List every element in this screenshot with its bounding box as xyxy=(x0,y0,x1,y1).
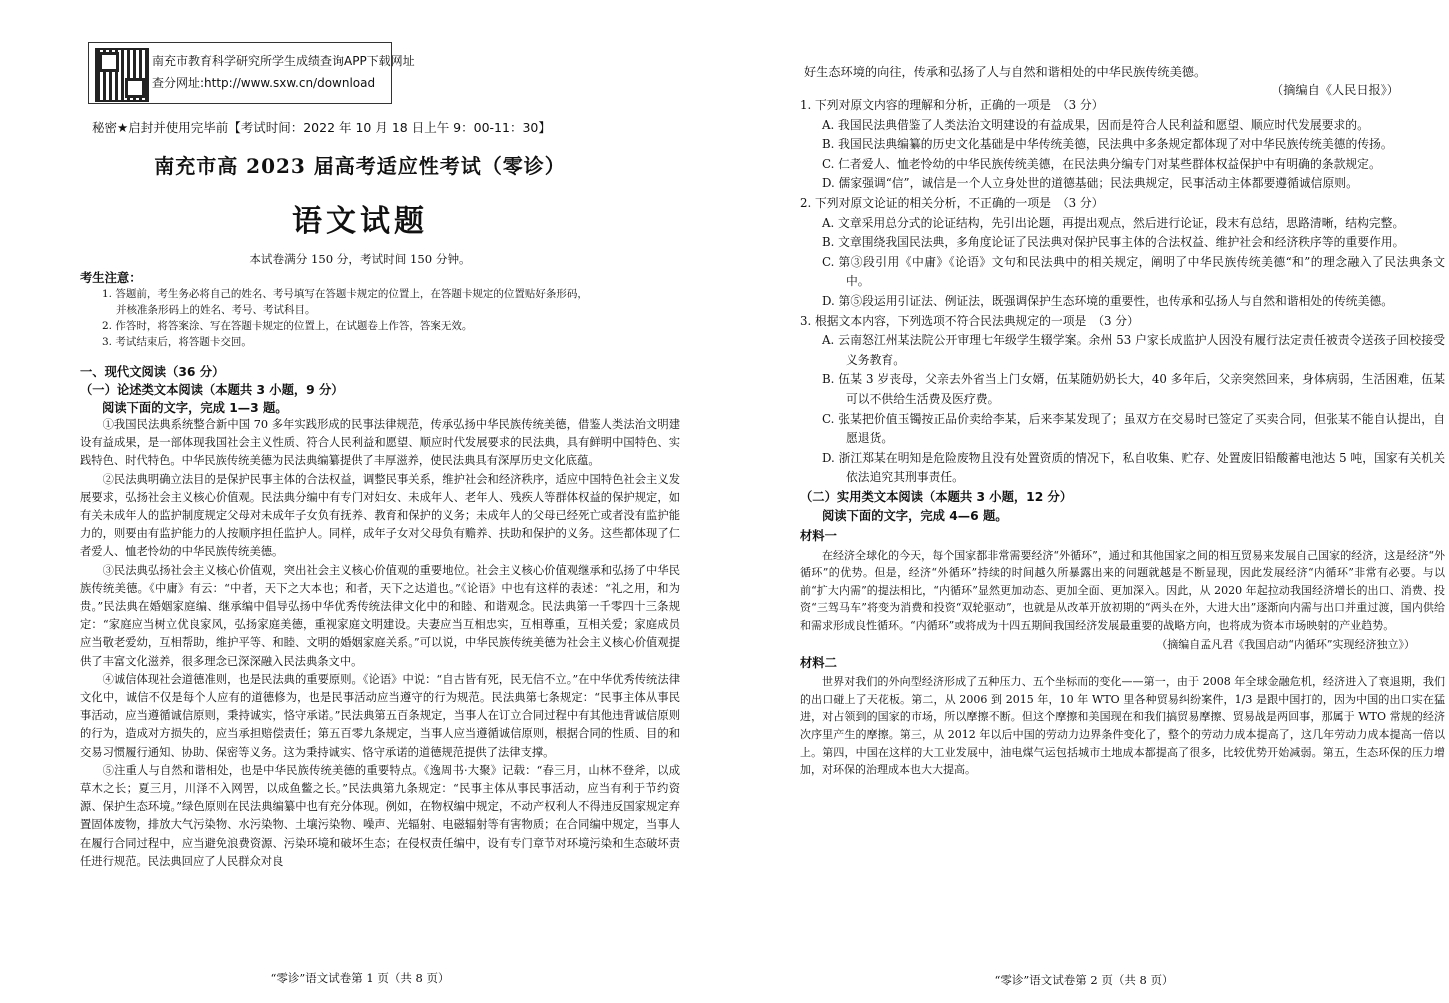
notice-block xyxy=(80,268,680,350)
material-2-text: 世界对我们的外向型经济形成了五种压力、五个坐标而的变化——第一，由于 2008 年全球金融危机，经济进入了衰退期，我们的出口碰上了天花板。第二，从 2006 到 2015 年，10 年 WTO 里各种贸易纠纷案件，1/3 是跟中国打的，因为中国的出口实在猛进，对占领到的国家的市场，所以摩擦不断。但这个摩擦和美国现在和我们搞贸易摩擦、贸易战是两回事，那属于 WTO 常规的经济次序里产生的摩擦。第三，从 2012 年以后中国的劳动力边界条件变化了，整个的劳动力成本提高了，这几年劳动力成本提高一倍以上。第四，中国在这样的大工业发展中，油电煤气运包括城市土地成本都提高了很多，比较优势开始减弱。第五，生态环保的压力增加，对环保的治理成本也大大提高。 xyxy=(800,675,1445,777)
material-1-title: 材料一 xyxy=(800,529,837,544)
read-instruction: 阅读下面的文字，完成 4—6 题。 xyxy=(822,509,1008,524)
option-d: D. 儒家强调“信”，诚信是一个人立身处世的道德基础；民法典规定，民事活动主体都要遵循诚信原则。 xyxy=(822,176,1358,191)
option-c: C. 第③段引用《中庸》《论语》文句和民法典中的相关规定，阐明了中华民族传统美德“和”的理念融入了民法典条文中。 xyxy=(822,254,1445,289)
reading-section xyxy=(80,362,680,871)
page-footer: “零诊”语文试卷第 1 页（共 8 页） xyxy=(270,971,450,985)
notice-item: 2. 作答时，将答案涂、写在答题卡规定的位置上，在试题卷上作答，答案无效。 xyxy=(102,320,473,332)
option-a: A. 文章采用总分式的论证结构，先引出论题，再提出观点，然后进行论证，段末有总结，思路清晰，结构完整。 xyxy=(822,215,1405,230)
read-instruction: 阅读下面的文字，完成 1—3 题。 xyxy=(102,401,288,415)
subsection-heading: （一）论述类文本阅读（本题共 3 小题，9 分） xyxy=(80,383,344,397)
question-3 xyxy=(800,312,1445,488)
option-b: B. 文章围绕我国民法典，多角度论证了民法典对保护民事主体的合法权益、维护社会和经济秩序等的重要作用。 xyxy=(822,235,1405,250)
left-page xyxy=(0,0,724,1003)
secret-line: 秘密★启封并使用完毕前【考试时间：2022 年 10 月 18 日上午 9：00-11：30】 xyxy=(92,120,551,135)
option-d: D. 第⑤段运用引证法、例证法，既强调保护生态环境的重要性，也传承和弘扬人与自然和谐相处的传统美德。 xyxy=(822,293,1393,308)
paragraph: ③民法典弘扬社会主义核心价值观，突出社会主义核心价值观的重要地位。社会主义核心价值观继承和弘扬了中华民族传统美德。《中庸》有云：“中者，天下之大本也；和者，天下之达道也。”《论语》中也有这样的表述：“礼之用，和为贵。”民法典在婚姻家庭编、继承编中倡导弘扬中华优秀传统法律文化中的和睦、和谐观念。民法典第一千零四十三条规定：“家庭应当树立优良家风，弘扬家庭美德，重视家庭文明建设。夫妻应当互相忠实，互相尊重，互相关爱；家庭成员应当敬老爱幼，互相帮助，维护平等、和睦、文明的婚姻家庭关系。”可以说，中华民族传统美德为社会主义核心价值观提供了丰富文化滋养，很多理念已深深融入民法典条文中。 xyxy=(80,563,680,668)
material-1-text: 在经济全球化的今天，每个国家都非常需要经济“外循环”，通过和其他国家之间的相互贸易来发展自己国家的经济，这是经济“外循环”的优势。但是，经济“外循环”持续的时间越久所暴露出来的问题就越是不断显现，因此发展经济“内循环”非常有必要。与以前“扩大内需”的提法相比，“内循环”显然更加动态、更加全面、更加深入。因此，从 2020 年起拉动我国经济增长的出口、消费、投资“三驾马车”将变为消费和投资“双轮驱动”，也就是从改革开放初期的“两头在外，大进大出”逐渐向内需与出口并重过渡，国内供给和需求形成良性循环。“内循环”或将成为十四五期间我国经济发展最重要的战略方向，也将成为资本市场映射的产业趋势。 xyxy=(800,548,1445,633)
exam-info: 本试卷满分 150 分，考试时间 150 分钟。 xyxy=(249,252,471,266)
page-footer: “零诊”语文试卷第 2 页（共 8 页） xyxy=(994,973,1174,987)
option-c: C. 仁者爱人、恤老怜幼的中华民族传统美德，在民法典分编专门对某些群体权益保护中有明确的条款规定。 xyxy=(822,156,1381,171)
notice-item: 3. 考试结束后，将答题卡交回。 xyxy=(102,336,252,348)
notice-title: 考生注意： xyxy=(80,271,142,285)
paragraph: ④诚信体现社会道德准则，也是民法典的重要原则。《论语》中说：“自古皆有死，民无信不立。”在中华优秀传统法律文化中，诚信不仅是每个人应有的道德修为，也是民事活动应当遵守的行为规范。民法典第七条规定：“民事主体从事民事活动，应当遵循诚信原则，秉持诚实，恪守承诺。”民法典第五百条规定，当事人在订立合同过程中有其他违背诚信原则的行为，造成对方损失的，应当承担赔偿责任；第五百零九条规定，当事人应当遵循诚信原则，根据合同的性质、目的和交易习惯履行通知、协助、保密等义务。这为秉持诚实、恪守承诺的道德规范提供了法律支撑。 xyxy=(80,672,680,759)
option-d: D. 浙江郑某在明知是危险废物且没有处置资质的情况下，私自收集、贮存、处置废旧铅酸蓄电池达 5 吨，国家有关机关依法追究其刑事责任。 xyxy=(822,450,1445,485)
section-heading: 一、现代文阅读（36 分） xyxy=(80,365,225,379)
qr-line-2: 查分网址:http://www.sxw.cn/download xyxy=(152,76,376,90)
question-1 xyxy=(800,96,1445,194)
subject-title: 语文试题 xyxy=(292,204,428,239)
option-b: B. 伍某 3 岁丧母，父亲去外省当上门女婿，伍某随奶奶长大，40 多年后，父亲突然回来，身体病弱，生活困难，伍某可以不供给生活费及医疗费。 xyxy=(822,372,1445,406)
material-2-title: 材料二 xyxy=(800,655,837,670)
question-2 xyxy=(800,194,1445,312)
paragraph: ②民法典明确立法目的是保护民事主体的合法权益，调整民事关系，维护社会和经济秩序，适应中国特色社会主义发展要求，弘扬社会主义核心价值观。民法典分编中有专门对妇女、未成年人、老年人、残疾人等群体权益的保护规定，如有关未成年人的监护制度规定父母对未成年子女负有抚养、教育和保护的义务；未成年人的父母已经死亡或者没有监护能力的，则要由有监护能力的人按顺序担任监护人。同样，成年子女对父母负有赡养、扶助和保护的义务。这些都体现了仁者爱人、恤老怜幼的中华民族传统美德。 xyxy=(80,472,680,559)
question-stem: 2. 下列对原文论证的相关分析，不正确的一项是 （3 分） xyxy=(800,195,1104,210)
questions-block xyxy=(800,96,1445,779)
option-b: B. 我国民法典编纂的历史文化基础是中华传统美德，民法典中多条规定都体现了对中华民族传统美德的传扬。 xyxy=(822,137,1393,152)
option-a: A. 我国民法典借鉴了人类法治文明建设的有益成果，因而是符合人民利益和愿望、顺应时代发展要求的。 xyxy=(822,117,1369,132)
qr-code-icon xyxy=(95,48,149,102)
question-stem: 3. 根据文本内容，下列选项不符合民法典规定的一项是 （3 分） xyxy=(800,313,1139,328)
paragraph: ⑤注重人与自然和谐相处，也是中华民族传统美德的重要特点。《逸周书·大聚》记载：“春三月，山林不登斧，以成草木之长；夏三月，川泽不入网罟，以成鱼鳖之长。”民法典第九条规定：“民事主体从事民事活动，应当有利于节约资源、保护生态环境。”绿色原则在民法典编纂中也有充分体现。例如，在物权编中规定，不动产权利人不得违反国家规定弃置固体废物，排放大气污染物、水污染物、土壤污染物、噪声、光辐射、电磁辐射等有害物质；在合同编中规定，当事人在履行合同过程中，应当避免浪费资源、污染环境和破坏生态；在侵权责任编中，设有专门章节对环境污染和生态破坏责任进行规范。民法典回应了人民群众对良 xyxy=(80,763,680,868)
source-note: （摘编自孟凡君《我国启动“内循环”实现经济独立》） xyxy=(1156,637,1415,651)
right-page xyxy=(724,0,1449,1003)
source-note: （摘编自《人民日报》） xyxy=(1271,83,1399,97)
exam-title: 南充市高 2023 届高考适应性考试（零诊） xyxy=(154,154,566,178)
notice-item: 并核准条形码上的姓名、考号、考试科目。 xyxy=(116,304,316,316)
option-c: C. 张某把价值玉镯按正品价卖给李某，后来李某发现了；虽双方在交易时已签定了买卖合同，但张某不能自认提出，自愿退货。 xyxy=(822,411,1445,446)
option-a: A. 云南怒江州某法院公开审理七年级学生辍学案。余州 53 户家长成监护人因没有履行法定责任被责令送孩子回校接受义务教育。 xyxy=(822,333,1445,367)
question-stem: 1. 下列对原文内容的理解和分析，正确的一项是 （3 分） xyxy=(800,98,1104,112)
paragraph: ①我国民法典系统整合新中国 70 多年实践形成的民事法律规范，传承弘扬中华民族传统美德，借鉴人类法治文明建设有益成果，是一部体现我国社会主义性质、符合人民利益和愿望、顺应时代发展要求的民法典，具有鲜明中国特色、实践特色、时代特色。中华民族传统美德为民法典编纂提供了丰厚滋养，使民法典具有深厚历史文化底蕴。 xyxy=(80,418,680,468)
subsection-heading: （二）实用类文本阅读（本题共 3 小题，12 分） xyxy=(800,489,1073,504)
continuation-text: 好生态环境的向往，传承和弘扬了人与自然和谐相处的中华民族传统美德。 xyxy=(804,65,1207,79)
qr-line-1: 南充市教育科学研究所学生成绩查询APP下载网址 xyxy=(152,54,415,68)
notice-item: 1. 答题前，考生务必将自己的姓名、考号填写在答题卡规定的位置上，在答题卡规定的位置贴好条形码， xyxy=(102,288,588,300)
